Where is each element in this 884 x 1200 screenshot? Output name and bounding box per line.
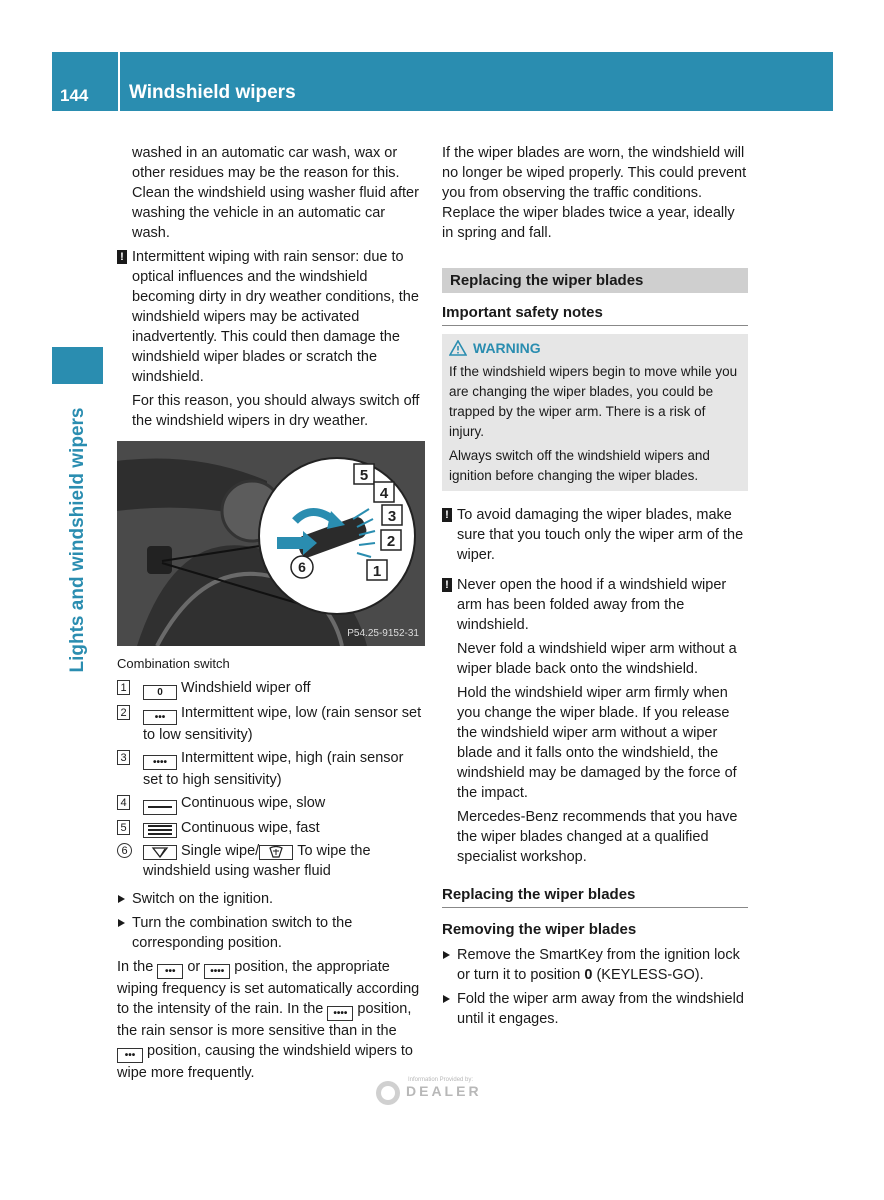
left-note-1 (117, 247, 425, 387)
legend-item-4 (117, 793, 425, 815)
legend-item-6 (117, 841, 425, 881)
left-note-1b: For this reason, you should always switch off the windshield wipers in dry weather. (132, 393, 420, 429)
left-note-1-text: Intermittent wiping with rain sensor: due to optical influences and the windshield becoming dirty in dry weather conditions, the windshield wipers may be activated inadvertently. This could then damage the windshield wiper blades or scratch the windshield. (132, 249, 419, 385)
warning-text-1: If the windshield wipers begin to move while you are changing the wiper blades, you could be trapped by the wiper arm. There is a risk of injury. (449, 364, 738, 439)
legend-text: Intermittent wipe, high (rain sensor set to high sensitivity) (143, 750, 404, 788)
section-title: Replacing the wiper blades (442, 268, 748, 293)
legend-item-5 (117, 818, 425, 838)
rain-sensor-paragraph: In the ••• or •••• position, the appropriate wiping frequency is set automatically according to the intensity of the rain. In the •••• position, the rain sensor is more sensitive than in the ••• position, causing the windshield wipers to wipe more frequently. (117, 959, 420, 1081)
subhead-removing: Removing the wiper blades (442, 921, 637, 938)
exclamation-icon: ! (442, 578, 452, 592)
right-note-2-text: Never open the hood if a windshield wiper arm has been folded away from the windshield. (457, 577, 727, 633)
legend-number: 1 (117, 680, 130, 695)
wiper-off-icon: 0 (143, 685, 177, 700)
left-paragraph-1: washed in an automatic car wash, wax or other residues may be the reason for this. Clean the windshield using washer fluid after washing the vehicle in an automatic car wash. (132, 145, 419, 241)
legend-number: 4 (117, 795, 130, 810)
right-column (442, 143, 748, 1033)
intermittent-low-icon: ••• (143, 710, 177, 725)
right-note-1-text: To avoid damaging the wiper blades, make sure that you touch only the wiper arm of the wiper. (457, 507, 744, 563)
warning-title: WARNING (473, 340, 541, 356)
page-header (52, 52, 833, 111)
intermittent-low-icon: ••• (157, 964, 183, 979)
callout-6: 6 (298, 559, 306, 575)
page-title: Windshield wipers (129, 82, 296, 103)
legend-text: Intermittent wipe, low (rain sensor set to low sensitivity) (143, 705, 422, 743)
continuous-slow-icon (143, 800, 177, 815)
legend-number: 5 (117, 820, 130, 835)
combination-switch-photo (117, 441, 425, 646)
intermittent-high-icon: •••• (327, 1006, 353, 1021)
legend-text: To wipe the windshield using washer fluid (143, 843, 371, 879)
figure-caption: Combination switch (117, 656, 230, 671)
subhead-safety-notes: Important safety notes (442, 303, 748, 326)
callout-5: 5 (359, 467, 369, 484)
legend-number: 3 (117, 750, 130, 765)
right-note-2d: Mercedes-Benz recommends that you have the wiper blades changed at a qualified specialist workshop. (457, 809, 738, 865)
watermark-logo-icon (374, 1079, 402, 1107)
warning-title-row (449, 338, 741, 358)
legend-number: 6 (117, 843, 132, 858)
right-note-2 (442, 575, 748, 635)
callout-1: 1 (372, 563, 382, 580)
legend-item-3 (117, 748, 425, 790)
washer-fluid-icon (259, 845, 293, 860)
right-note-2c: Hold the windshield wiper arm firmly when you change the wiper blade. If you release the windshield wiper arm without a wiper blade and it falls onto the windshield, the windshield may be damaged by the force of the impact. (457, 685, 737, 801)
warning-text-2: Always switch off the windshield wipers and ignition before changing the wiper blades. (449, 448, 710, 483)
intermittent-low-icon: ••• (117, 1048, 143, 1063)
side-tab-marker (52, 347, 103, 384)
subhead-replacing: Replacing the wiper blades (442, 885, 748, 908)
warning-triangle-icon (449, 340, 467, 356)
warning-box (442, 334, 748, 491)
intermittent-high-icon: •••• (204, 964, 230, 979)
right-note-1 (442, 505, 748, 565)
legend-text: Windshield wiper off (181, 680, 311, 696)
callout-4: 4 (379, 485, 389, 502)
legend-number: 2 (117, 705, 130, 720)
callout-2: 2 (386, 533, 396, 550)
left-column (117, 143, 425, 1087)
legend-text: Continuous wipe, fast (181, 820, 320, 836)
legend-text: Single wipe/ (181, 843, 260, 859)
legend-item-2 (117, 703, 425, 745)
steering-column-illustration (117, 441, 425, 646)
legend-text: Continuous wipe, slow (181, 795, 326, 811)
header-divider (118, 52, 120, 111)
continuous-fast-icon (143, 823, 177, 838)
side-tab-label: Lights and windshield wipers (67, 407, 88, 673)
exclamation-icon: ! (117, 250, 127, 264)
right-note-2b: Never fold a windshield wiper arm without a wiper blade back onto the windshield. (457, 641, 737, 677)
remove-step-1: Remove the SmartKey from the ignition lock or turn it to position 0 (KEYLESS-GO). (442, 945, 748, 985)
callout-3: 3 (387, 508, 397, 525)
right-paragraph-1: If the wiper blades are worn, the windshield will no longer be wiped properly. This could prevent you from observing the traffic conditions. Replace the wiper blades twice a year, ideally in spring and fall. (442, 145, 747, 241)
legend-item-1 (117, 678, 425, 700)
remove-step-2: Fold the wiper arm away from the windshield until it engages. (442, 989, 748, 1029)
dealer-watermark: Information Provided by: DEALER (374, 1076, 504, 1110)
page-number: 144 (60, 86, 89, 105)
step-1: Switch on the ignition. (117, 889, 425, 909)
single-wipe-icon (143, 845, 177, 860)
exclamation-icon: ! (442, 508, 452, 522)
step-2: Turn the combination switch to the corresponding position. (117, 913, 425, 953)
photo-code: P54.25-9152-31 (347, 628, 419, 639)
intermittent-high-icon: •••• (143, 755, 177, 770)
